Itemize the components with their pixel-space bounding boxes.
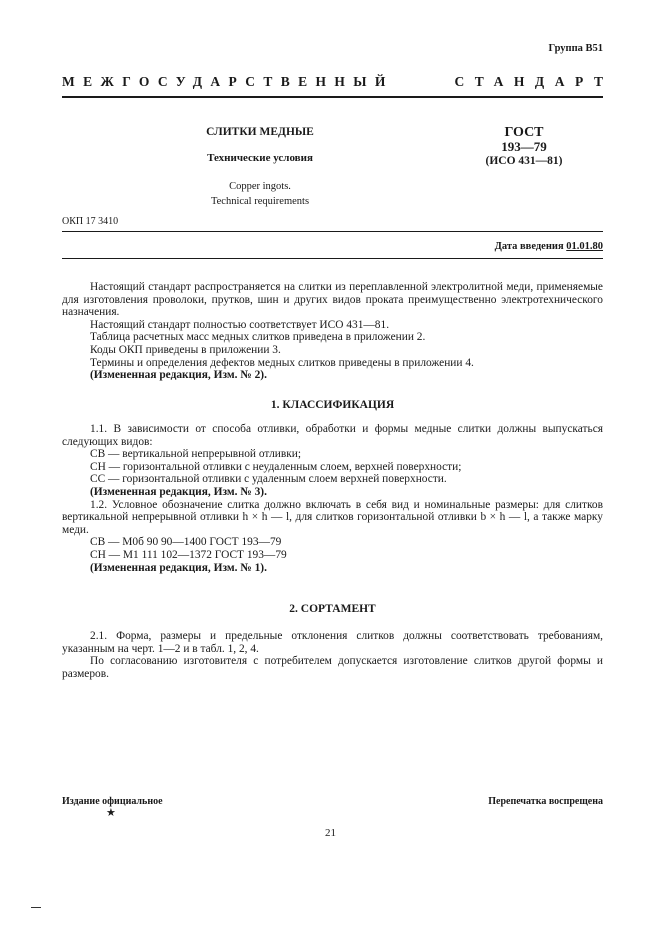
intro-paragraph: Коды ОКП приведены в приложении 3.	[90, 343, 281, 356]
section-2-heading: 2. СОРТАМЕНТ	[289, 603, 376, 615]
amendment-note: (Измененная редакция, Изм. № 1).	[90, 561, 267, 574]
section-1-block	[62, 423, 603, 574]
date-rule	[62, 258, 603, 259]
effective-date-label: Дата введения	[494, 241, 564, 252]
star-icon: ★	[106, 807, 116, 819]
document-title: СЛИТКИ МЕДНЫЕ	[206, 126, 314, 138]
section-1-heading: 1. КЛАССИФИКАЦИЯ	[270, 399, 395, 411]
official-edition-label: Издание официальное	[62, 796, 163, 807]
title-rule	[62, 231, 603, 232]
example-cv: СВ — М0б 90 90—1400 ГОСТ 193—79	[90, 536, 282, 549]
effective-date-value: 01.01.80	[566, 241, 603, 252]
amendment-note: (Измененная редакция, Изм. № 3).	[90, 485, 267, 498]
page-number: 21	[325, 827, 336, 839]
intro-paragraph: Настоящий стандарт полностью соответствует ИСО 431—81.	[90, 318, 390, 331]
banner-word-interstate: МЕЖГОСУДАРСТВЕННЫЙ	[62, 74, 394, 89]
amendment-note: (Измененная редакция, Изм. № 2).	[90, 369, 267, 382]
group-code: Группа В51	[548, 43, 603, 54]
iso-reference: (ИСО 431—81)	[485, 155, 563, 167]
gost-number: 193—79	[501, 139, 547, 154]
type-cv: СВ — вертикальной непрерывной отливки;	[90, 448, 302, 461]
example-ch: СН — М1 111 102—1372 ГОСТ 193—79	[90, 548, 287, 561]
intro-paragraph: Термины и определения дефектов медных слитков приведены в приложении 4.	[90, 356, 474, 369]
intro-block	[62, 281, 603, 382]
intro-paragraph: Настоящий стандарт распространяется на слитки из переплавленной электролитной меди, применяемые для изготовления проволоки, прутков, шин и других видов проката преимущественно электротехнического назначения.	[62, 281, 603, 319]
section-2-block	[62, 630, 603, 680]
gost-code-block	[468, 126, 580, 168]
clause-1-1: 1.1. В зависимости от способа отливки, обработки и формы медные слитки должны выпускаться следующих видов:	[62, 423, 603, 448]
intro-paragraph: Таблица расчетных масс медных слитков приведена в приложении 2.	[90, 331, 426, 344]
clause-2-1-note: По согласованию изготовителя с потребителем допускается изготовление слитков другой формы и размеров.	[62, 655, 603, 680]
english-title-line1: Copper ingots.	[229, 181, 291, 192]
clause-1-2: 1.2. Условное обозначение слитка должно включать в себя вид и номинальные размеры: для слитков вертикальной непрерывной отливки h × h — l, для слитков горизонтальной отливки b × h — l, а также марку меди.	[62, 498, 603, 536]
gost-label: ГОСТ	[504, 125, 544, 140]
okp-code: ОКП 17 3410	[62, 216, 119, 227]
clause-2-1: 2.1. Форма, размеры и предельные отклонения слитков должны соответствовать требованиям, указанным на черт. 1—2 и в табл. 1, 2, 4.	[62, 630, 603, 655]
reprint-prohibited-label: Перепечатка воспрещена	[488, 796, 603, 807]
english-title	[160, 179, 360, 209]
document-subtitle: Технические условия	[207, 152, 313, 164]
title-block	[160, 126, 360, 209]
english-title-line2: Technical requirements	[210, 196, 310, 207]
type-cc: СС — горизонтальной отливки с удаленным слоем верхней поверхности.	[90, 473, 447, 486]
standard-banner	[62, 74, 614, 90]
type-ch: СН — горизонтальной отливки с неудаленным слоем, верхней поверхности;	[90, 460, 462, 473]
header-rule	[62, 96, 603, 98]
effective-date	[495, 241, 603, 252]
banner-word-standard: СТАНДАРТ	[454, 74, 614, 89]
corner-mark	[31, 907, 41, 908]
